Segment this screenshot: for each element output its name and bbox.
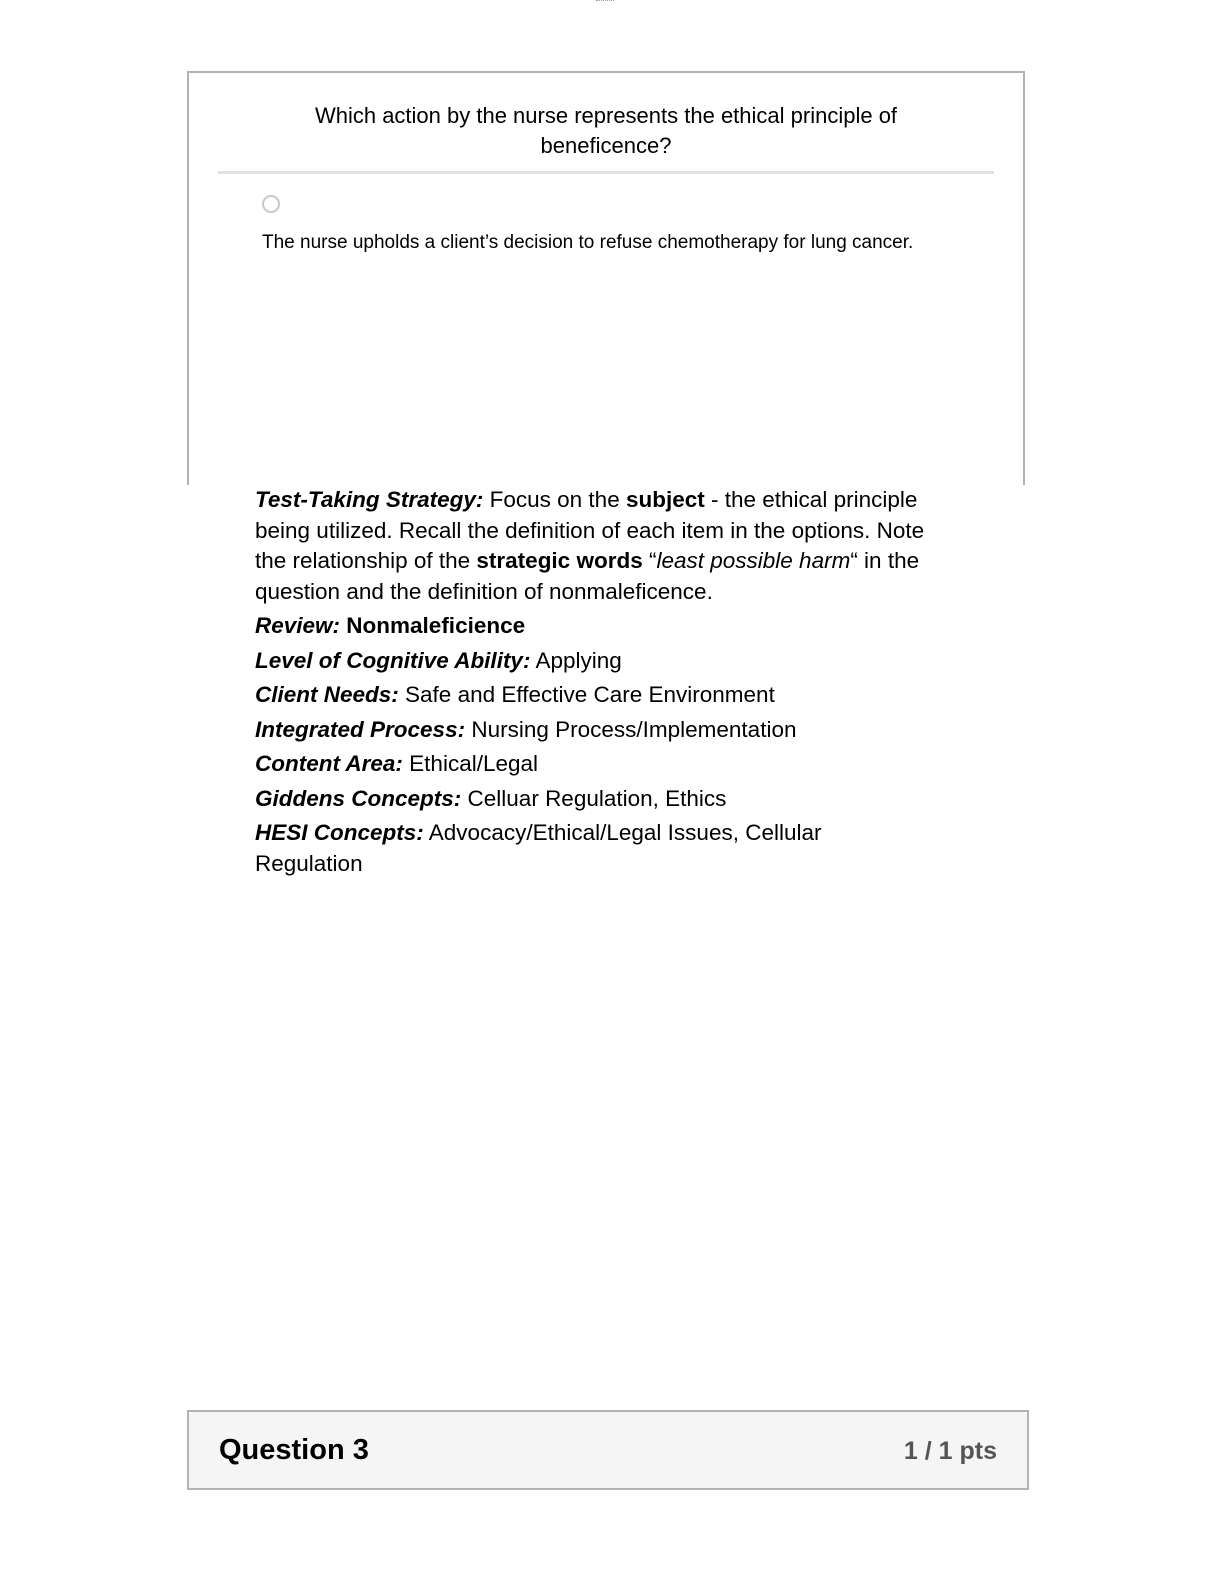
question-card [187, 71, 1025, 485]
hesi-value: Advocacy/Ethical/Legal Issues, Cellular Regulation [255, 820, 822, 876]
review-label: Review: [255, 613, 341, 638]
question-header [187, 1410, 1029, 1490]
strategy-text-4: “ in the question and the definition of nonmaleficence. [255, 548, 920, 604]
content-area-value: Ethical/Legal [402, 751, 539, 776]
strategy-italic-phrase: least possible harm [656, 548, 851, 573]
answer-option-text: The nurse upholds a client’s decision to refuse chemotherapy for lung cancer. [262, 232, 914, 253]
client-needs-line [255, 680, 935, 711]
strategy-label: Test-Taking Strategy: [255, 487, 484, 512]
question-text: Which action by the nurse represents the ethical principle of beneficence? [314, 103, 898, 158]
question-points: 1 / 1 pts [903, 1437, 997, 1465]
giddens-label: Giddens Concepts: [255, 785, 462, 811]
process-line [255, 715, 935, 746]
strategy-text-2: - the ethical principle being utilized. Recall the definition of each item in the options. Note the relationship of the [255, 487, 925, 573]
page-top-mark [596, 0, 614, 3]
review-line [255, 611, 935, 642]
strategy-bold-words: strategic words [476, 548, 643, 573]
hesi-label: HESI Concepts: [255, 820, 424, 845]
giddens-value: Celluar Regulation, Ethics [461, 785, 727, 811]
strategy-text-1: Focus on the [483, 487, 626, 512]
cognitive-value: Applying [530, 647, 622, 673]
client-needs-value: Safe and Effective Care Environment [398, 682, 775, 707]
content-area-label: Content Area: [255, 751, 403, 776]
strategy-bold-subject: subject [625, 487, 705, 512]
hesi-line [255, 818, 935, 879]
client-needs-label: Client Needs: [255, 682, 399, 707]
question-title: Question 3 [219, 1434, 369, 1466]
process-value: Nursing Process/Implementation [465, 716, 797, 742]
strategy-text-3: “ [642, 548, 657, 573]
review-value: Nonmaleficience [340, 613, 526, 638]
question-divider [218, 171, 994, 174]
strategy-paragraph [255, 485, 935, 607]
process-label: Integrated Process: [255, 716, 466, 742]
answer-radio-button[interactable] [262, 195, 280, 213]
content-area-line [255, 749, 935, 780]
cognitive-line [255, 646, 935, 677]
answer-feedback [255, 485, 935, 883]
cognitive-label: Level of Cognitive Ability: [255, 647, 531, 673]
giddens-line [255, 784, 935, 815]
